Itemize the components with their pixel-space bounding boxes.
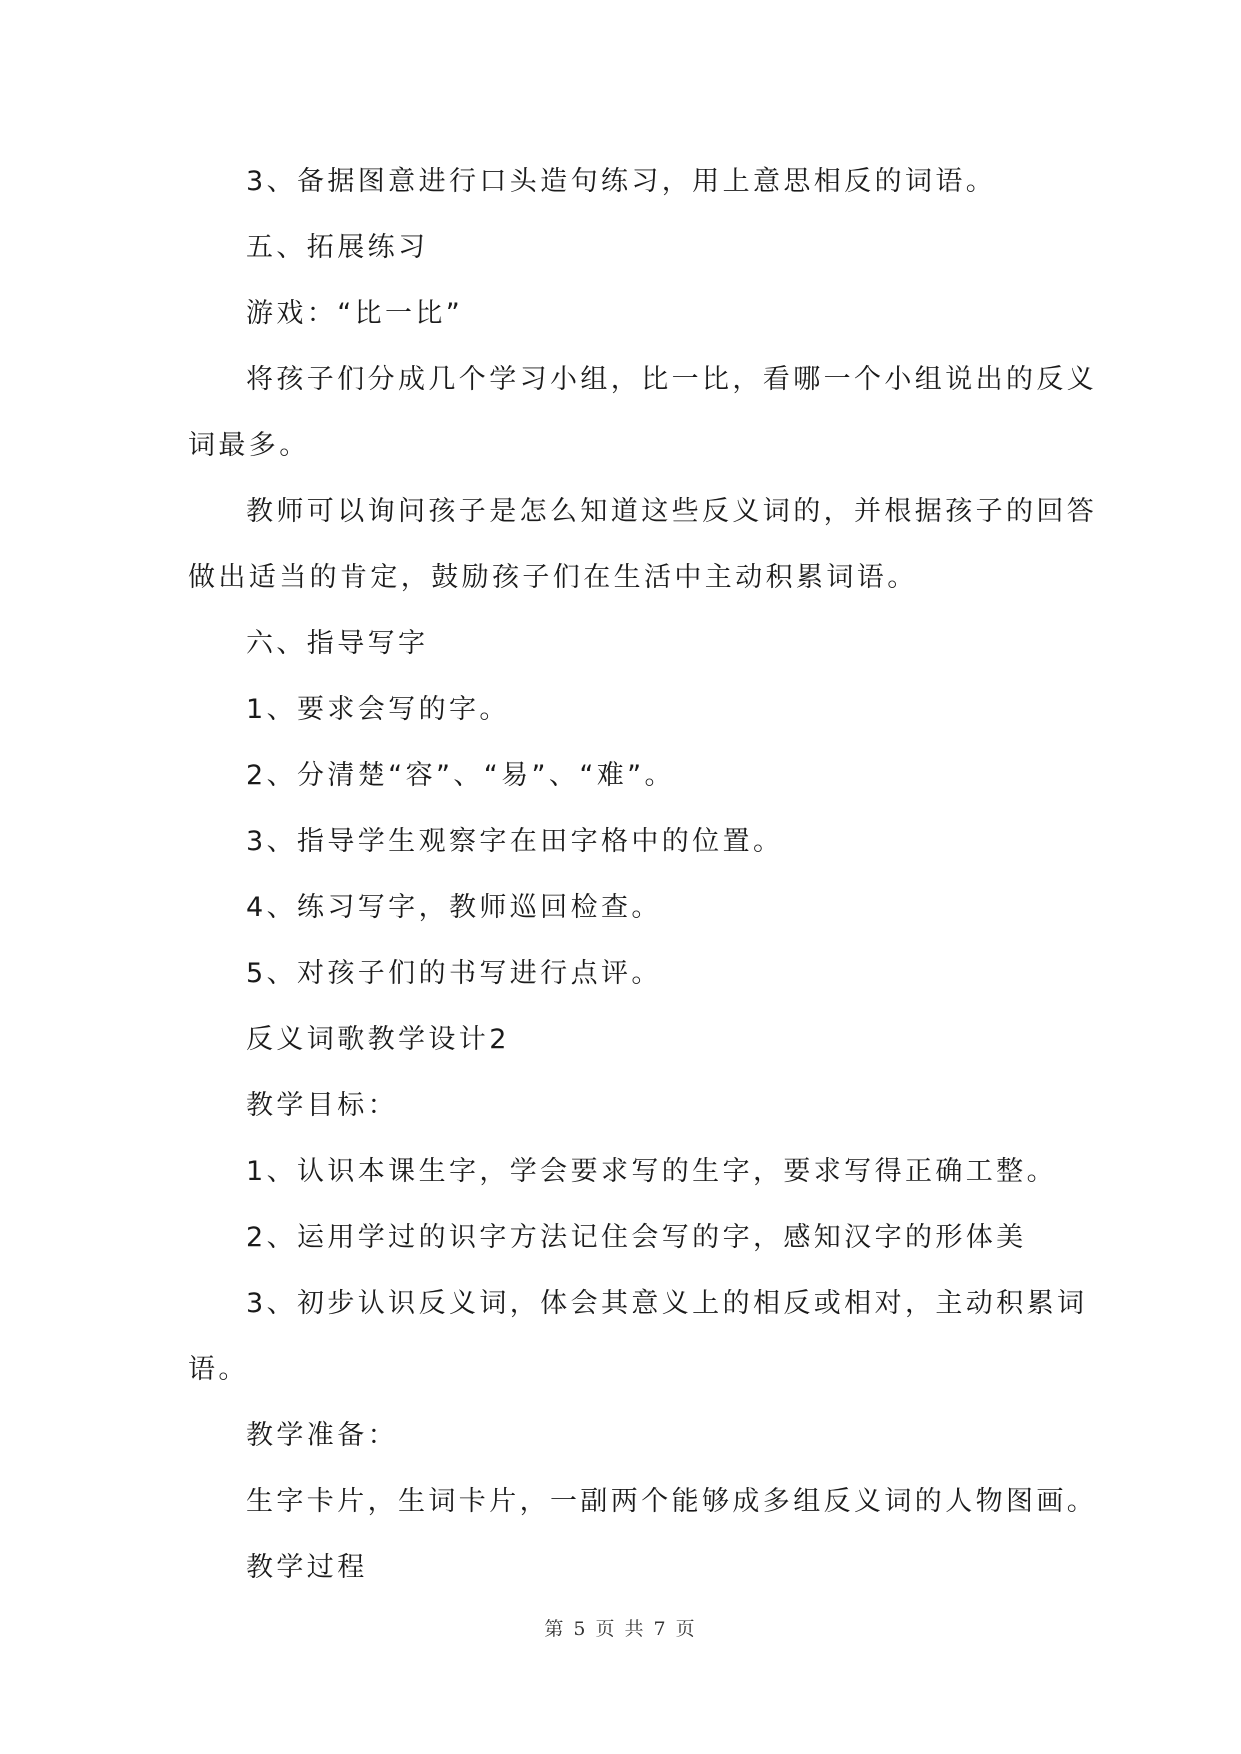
text-line: 生字卡片，生词卡片，一副两个能够成多组反义词的人物图画。	[246, 1486, 1098, 1517]
text-line: 1、要求会写的字。	[246, 694, 510, 725]
text-line: 教师可以询问孩子是怎么知道这些反义词的，并根据孩子的回答	[246, 496, 1098, 527]
section-heading: 五、拓展练习	[246, 232, 429, 263]
text-line: 游戏：“比一比”	[246, 298, 464, 329]
text-line: 将孩子们分成几个学习小组，比一比，看哪一个小组说出的反义	[246, 364, 1098, 395]
text-line: 4、练习写字，教师巡回检查。	[246, 892, 662, 923]
section-heading: 教学目标：	[246, 1090, 398, 1121]
text-line: 5、对孩子们的书写进行点评。	[246, 958, 662, 989]
page-number-footer: 第 5 页 共 7 页	[544, 1618, 697, 1640]
document-title: 反义词歌教学设计2	[246, 1024, 510, 1055]
text-line: 做出适当的肯定，鼓励孩子们在生活中主动积累词语。	[188, 562, 918, 593]
text-line: 3、初步认识反义词，体会其意义上的相反或相对，主动积累词	[246, 1288, 1088, 1319]
section-heading: 六、指导写字	[246, 628, 429, 659]
text-line: 2、运用学过的识字方法记住会写的字，感知汉字的形体美	[246, 1222, 1027, 1253]
text-line: 3、备据图意进行口头造句练习，用上意思相反的词语。	[246, 166, 997, 197]
text-line: 语。	[188, 1354, 249, 1385]
text-line: 2、分清楚“容”、“易”、“难”。	[246, 760, 675, 791]
text-line: 词最多。	[188, 430, 310, 461]
text-line: 1、认识本课生字，学会要求写的生字，要求写得正确工整。	[246, 1156, 1057, 1187]
text-line: 3、指导学生观察字在田字格中的位置。	[246, 826, 784, 857]
section-heading: 教学准备：	[246, 1420, 398, 1451]
section-heading: 教学过程	[246, 1552, 368, 1583]
